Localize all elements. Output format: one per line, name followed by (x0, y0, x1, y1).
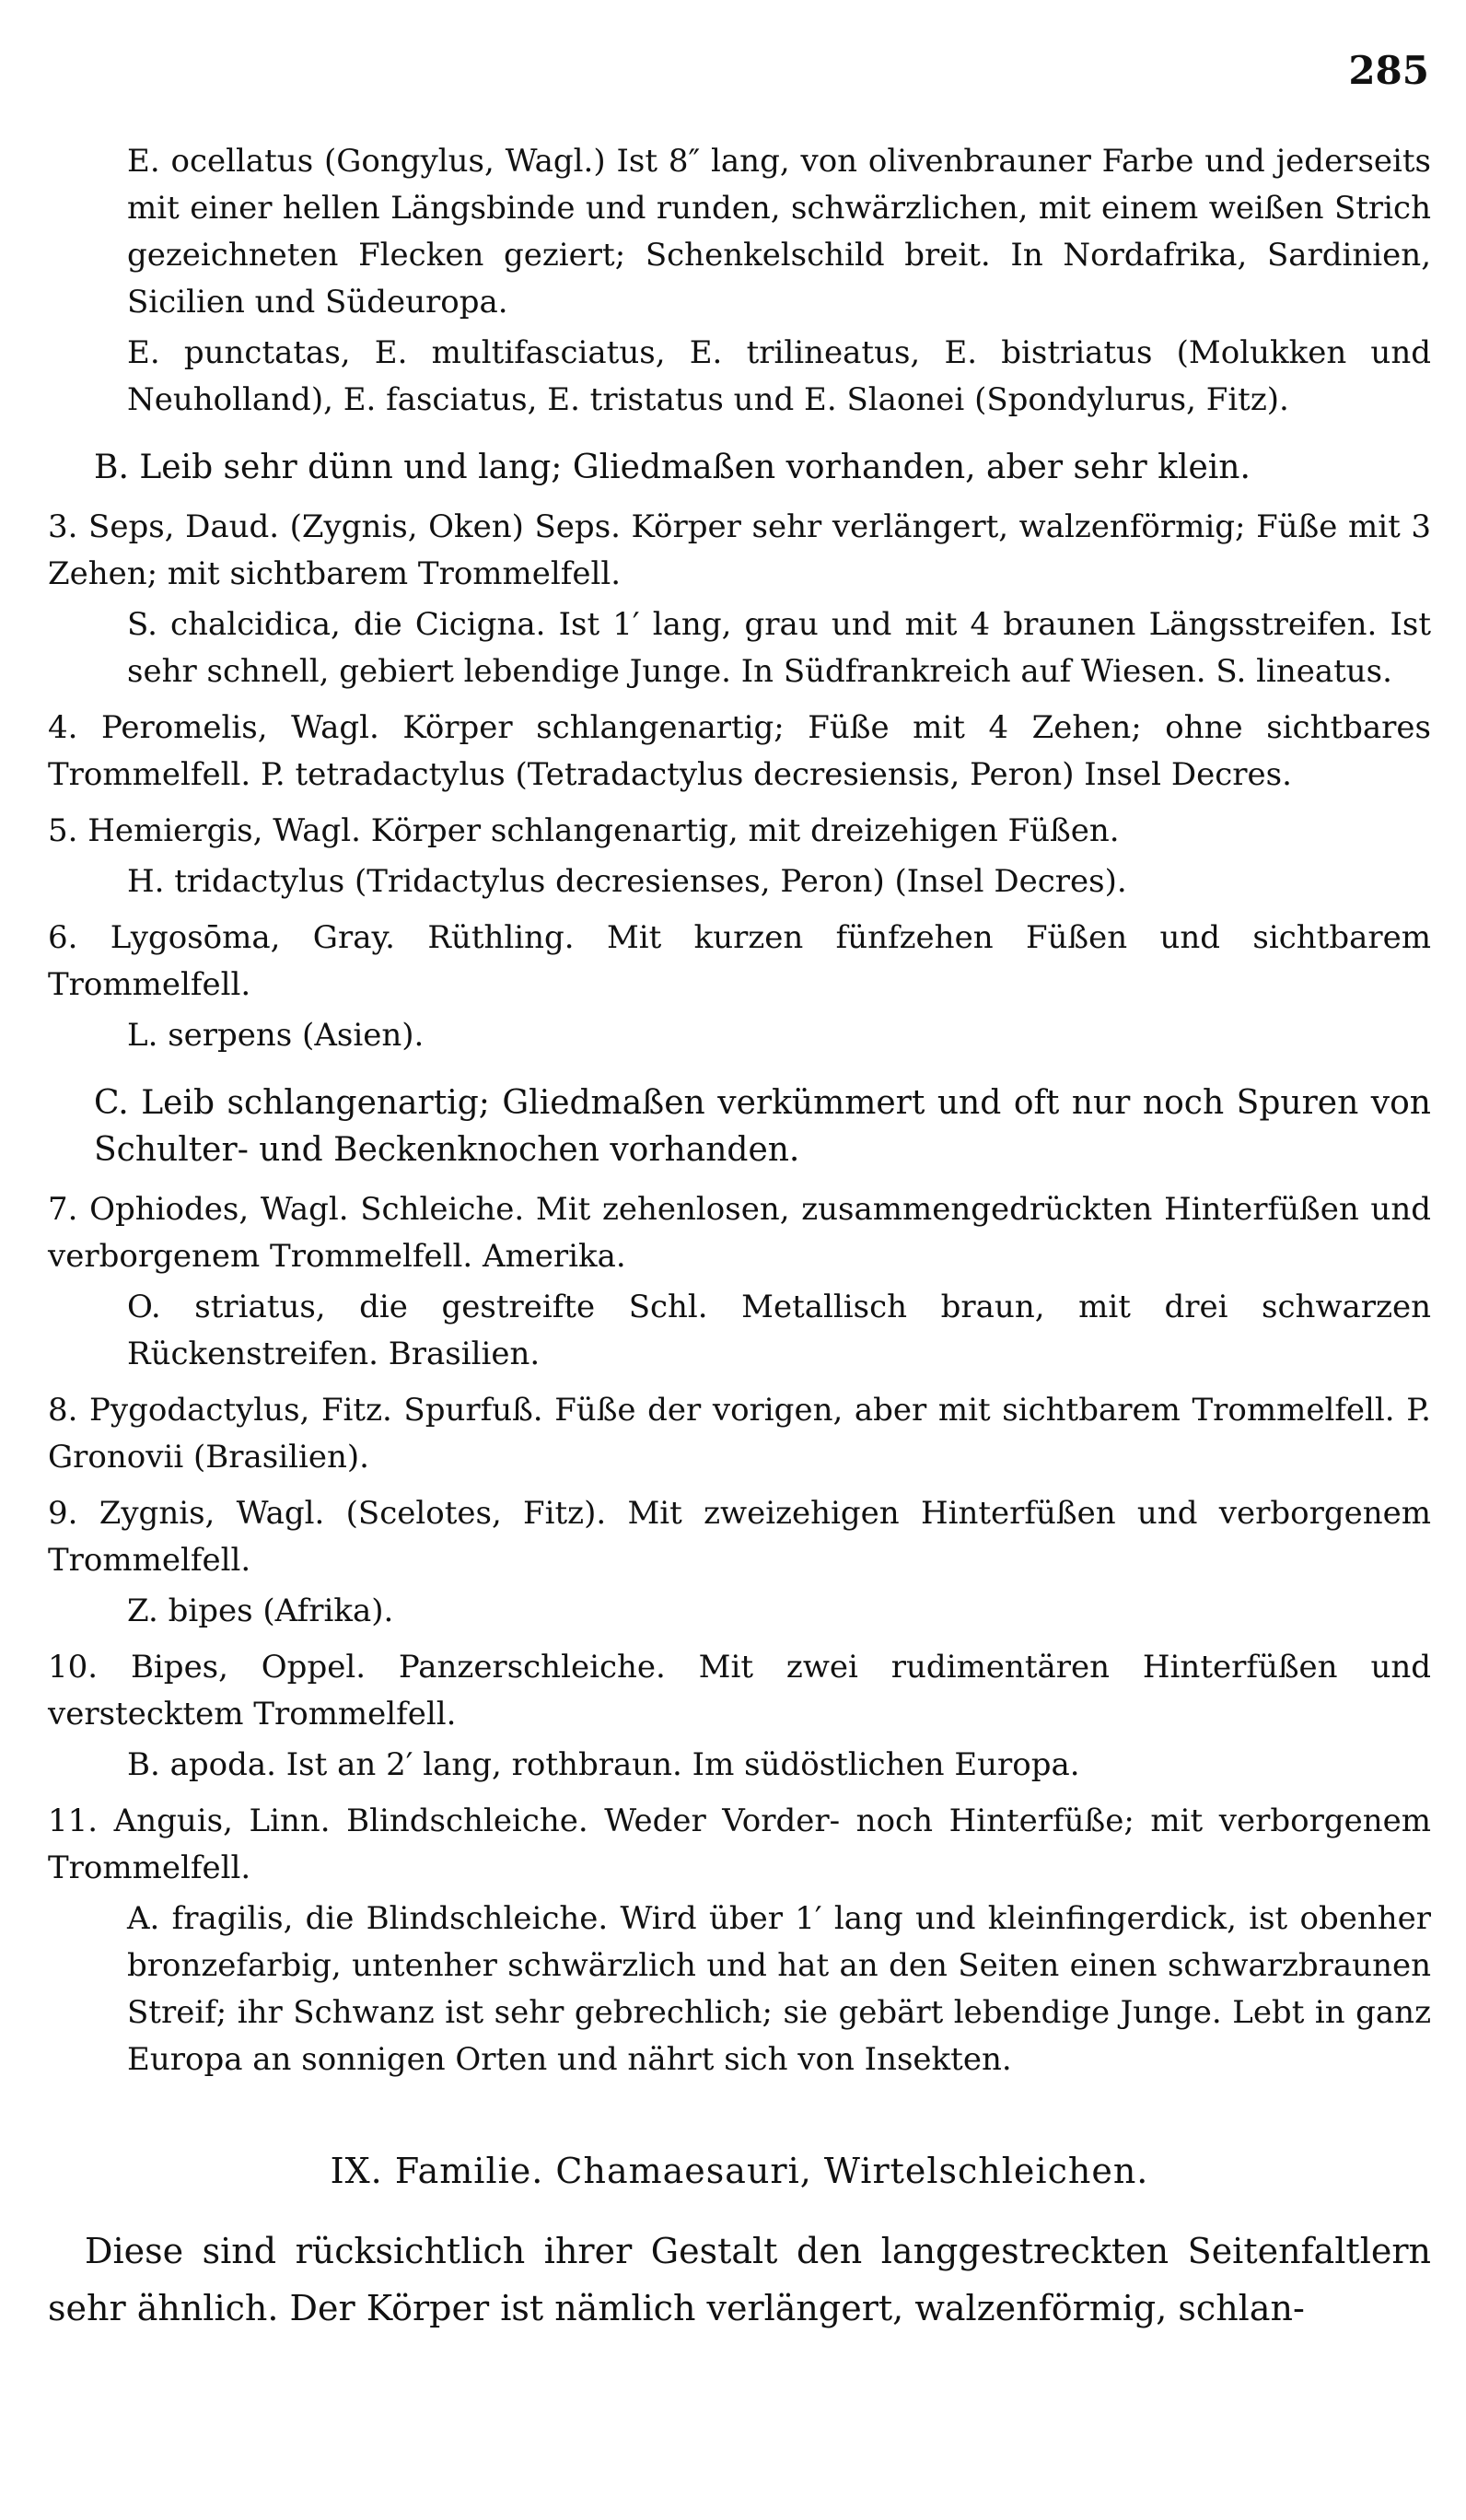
species-paragraph: B. apoda. Ist an 2′ lang, rothbraun. Im südöstlichen Europa. (127, 1746, 1080, 1783)
family-intro: Diese sind rücksichtlich ihrer Gestalt den langgestreckten Seitenfaltlern sehr ähnlich. Der Körper ist nämlich verlängert, walzenförmig, schlan- (48, 2231, 1431, 2328)
species-paragraph: H. tridactylus (Tridactylus decresienses, Peron) (Insel Decres). (127, 863, 1127, 900)
genus-paragraph: 8. Pygodactylus, Fitz. Spurfuß. Füße der vorigen, aber mit sichtbarem Trommelfell. P. Gronovii (Brasilien). (48, 1392, 1431, 1476)
page-body (48, 138, 1431, 2340)
genus-paragraph: 7. Ophiodes, Wagl. Schleiche. Mit zehenlosen, zusammengedrückten Hinterfüßen und verborgenem Trommelfell. Amerika. (48, 1191, 1431, 1275)
genus-paragraph: 4. Peromelis, Wagl. Körper schlangenartig; Füße mit 4 Zehen; ohne sichtbares Trommelfell. P. tetradactylus (Tetradactylus decresiensis, Peron) Insel Decres. (48, 709, 1431, 793)
species-paragraph: Z. bipes (Afrika). (127, 1592, 394, 1629)
species-paragraph: A. fragilis, die Blindschleiche. Wird über 1′ lang und kleinfingerdick, ist obenher bronzefarbig, untenher schwärzlich und hat an den Seiten einen schwarzbraunen Streif; ihr Schwanz ist sehr gebrechlich; sie gebärt lebendige Junge. Lebt in ganz Europa an sonnigen Orten und nährt sich von Insekten. (127, 1900, 1431, 2078)
family-heading: IX. Familie. Chamaesauri, Wirtelschleichen. (330, 2151, 1149, 2191)
species-paragraph: E. punctatas, E. multifasciatus, E. trilineatus, E. bistriatus (Molukken und Neuholland), E. fasciatus, E. tristatus und E. Slaonei (Spondylurus, Fitz). (127, 334, 1431, 418)
genus-paragraph: 11. Anguis, Linn. Blindschleiche. Weder Vorder- noch Hinterfüße; mit verborgenem Trommelfell. (48, 1802, 1431, 1886)
key-heading: C. Leib schlangenartig; Gliedmaßen verkümmert und oft nur noch Spuren von Schulter- und Beckenknochen vorhanden. (94, 1084, 1431, 1169)
species-paragraph: O. striatus, die gestreifte Schl. Metallisch braun, mit drei schwarzen Rückenstreifen. Brasilien. (127, 1289, 1431, 1372)
species-paragraph: E. ocellatus (Gongylus, Wagl.) Ist 8″ lang, von olivenbrauner Farbe und jederseits mit einer hellen Längsbinde und runden, schwärzlichen, mit einem weißen Strich gezeichneten Flecken geziert; Schenkelschild breit. In Nordafrika, Sardinien, Sicilien und Südeuropa. (127, 143, 1431, 321)
species-paragraph: L. serpens (Asien). (127, 1017, 425, 1054)
species-paragraph: S. chalcidica, die Cicigna. Ist 1′ lang, grau und mit 4 braunen Längsstreifen. Ist sehr schnell, gebiert lebendige Junge. In Südfrankreich auf Wiesen. S. lineatus. (127, 606, 1431, 690)
genus-paragraph: 3. Seps, Daud. (Zygnis, Oken) Seps. Körper sehr verlängert, walzenförmig; Füße mit 3 Zehen; mit sichtbarem Trommelfell. (48, 508, 1431, 592)
page-number: 285 (1348, 48, 1429, 93)
genus-paragraph: 5. Hemiergis, Wagl. Körper schlangenartig, mit dreizehigen Füßen. (48, 812, 1120, 849)
key-heading: B. Leib sehr dünn und lang; Gliedmaßen vorhanden, aber sehr klein. (94, 449, 1251, 486)
genus-paragraph: 9. Zygnis, Wagl. (Scelotes, Fitz). Mit zweizehigen Hinterfüßen und verborgenem Trommelfell. (48, 1495, 1431, 1579)
genus-paragraph: 10. Bipes, Oppel. Panzerschleiche. Mit zwei rudimentären Hinterfüßen und verstecktem Trommelfell. (48, 1649, 1431, 1732)
genus-paragraph: 6. Lygosōma, Gray. Rüthling. Mit kurzen fünfzehen Füßen und sichtbarem Trommelfell. (48, 919, 1431, 1003)
